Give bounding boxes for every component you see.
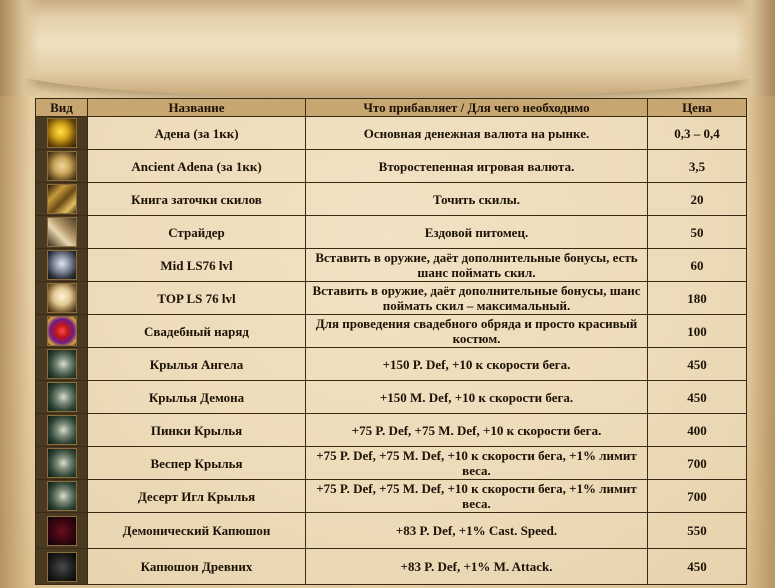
item-description: Ездовой питомец. — [306, 216, 648, 249]
table-row — [36, 549, 747, 585]
item-description: +75 P. Def, +75 M. Def, +10 к скорости бега. — [306, 414, 648, 447]
item-price: 50 — [648, 216, 747, 249]
table-row — [36, 282, 747, 315]
table-row — [36, 348, 747, 381]
scroll-top-roll — [0, 0, 775, 96]
item-description: Для проведения свадебного обряда и просто красивый костюм. — [306, 315, 648, 348]
table-row — [36, 315, 747, 348]
item-price: 400 — [648, 414, 747, 447]
item-price: 20 — [648, 183, 747, 216]
item-price: 450 — [648, 348, 747, 381]
item-price: 180 — [648, 282, 747, 315]
item-name: TOP LS 76 lvl — [88, 282, 306, 315]
desert-eagle-wings-icon — [47, 481, 77, 511]
table-row — [36, 447, 747, 480]
item-name: Свадебный наряд — [88, 315, 306, 348]
table-row — [36, 150, 747, 183]
item-description: Основная денежная валюта на рынке. — [306, 117, 648, 150]
item-price: 550 — [648, 513, 747, 549]
demonic-hood-icon — [47, 516, 77, 546]
item-description: +150 P. Def, +10 к скорости бега. — [306, 348, 648, 381]
ancient-hood-icon — [47, 552, 77, 582]
table-row — [36, 216, 747, 249]
item-price: 700 — [648, 447, 747, 480]
item-description: +75 P. Def, +75 M. Def, +10 к скорости бега, +1% лимит веса. — [306, 447, 648, 480]
item-description: +150 M. Def, +10 к скорости бега. — [306, 381, 648, 414]
item-price: 60 — [648, 249, 747, 282]
item-description: +75 P. Def, +75 M. Def, +10 к скорости бега, +1% лимит веса. — [306, 480, 648, 513]
mid-ls-icon — [47, 250, 77, 280]
header-name: Название — [88, 99, 306, 117]
header-price: Цена — [648, 99, 747, 117]
strider-flute-icon — [47, 217, 77, 247]
table-row — [36, 183, 747, 216]
item-name: Адена (за 1кк) — [88, 117, 306, 150]
item-description: Второстепенная игровая валюта. — [306, 150, 648, 183]
items-price-table — [35, 98, 747, 585]
item-price: 100 — [648, 315, 747, 348]
top-ls-icon — [47, 283, 77, 313]
item-name: Веспер Крылья — [88, 447, 306, 480]
demon-wings-icon — [47, 382, 77, 412]
item-name: Книга заточки скилов — [88, 183, 306, 216]
item-description: +83 P. Def, +1% Cast. Speed. — [306, 513, 648, 549]
header-icon: Вид — [36, 99, 88, 117]
pink-wings-icon — [47, 415, 77, 445]
item-price: 0,3 – 0,4 — [648, 117, 747, 150]
item-name: Страйдер — [88, 216, 306, 249]
skill-book-icon — [47, 184, 77, 214]
table-header-row — [36, 99, 747, 117]
angel-wings-icon — [47, 349, 77, 379]
item-price: 3,5 — [648, 150, 747, 183]
item-price: 700 — [648, 480, 747, 513]
item-description: Точить скилы. — [306, 183, 648, 216]
wedding-outfit-icon — [47, 316, 77, 346]
item-description: Вставить в оружие, даёт дополнительные бонусы, есть шанс поймать скил. — [306, 249, 648, 282]
header-description: Что прибавляет / Для чего необходимо — [306, 99, 648, 117]
item-name: Капюшон Древних — [88, 549, 306, 585]
ancient-adena-icon — [47, 151, 77, 181]
item-name: Mid LS76 lvl — [88, 249, 306, 282]
table-row — [36, 513, 747, 549]
table-row — [36, 249, 747, 282]
table-row — [36, 480, 747, 513]
item-name: Крылья Демона — [88, 381, 306, 414]
scroll-right-edge — [745, 96, 775, 588]
item-description: +83 P. Def, +1% M. Attack. — [306, 549, 648, 585]
vesper-wings-icon — [47, 448, 77, 478]
scroll-left-edge — [0, 96, 30, 588]
item-name: Ancient Adena (за 1кк) — [88, 150, 306, 183]
adena-icon — [47, 118, 77, 148]
item-name: Пинки Крылья — [88, 414, 306, 447]
item-price: 450 — [648, 549, 747, 585]
table-row — [36, 117, 747, 150]
table-row — [36, 381, 747, 414]
item-name: Демонический Капюшон — [88, 513, 306, 549]
item-description: Вставить в оружие, даёт дополнительные бонусы, шанс поймать скил – максимальный. — [306, 282, 648, 315]
table-row — [36, 414, 747, 447]
item-name: Десерт Игл Крылья — [88, 480, 306, 513]
item-price: 450 — [648, 381, 747, 414]
item-name: Крылья Ангела — [88, 348, 306, 381]
